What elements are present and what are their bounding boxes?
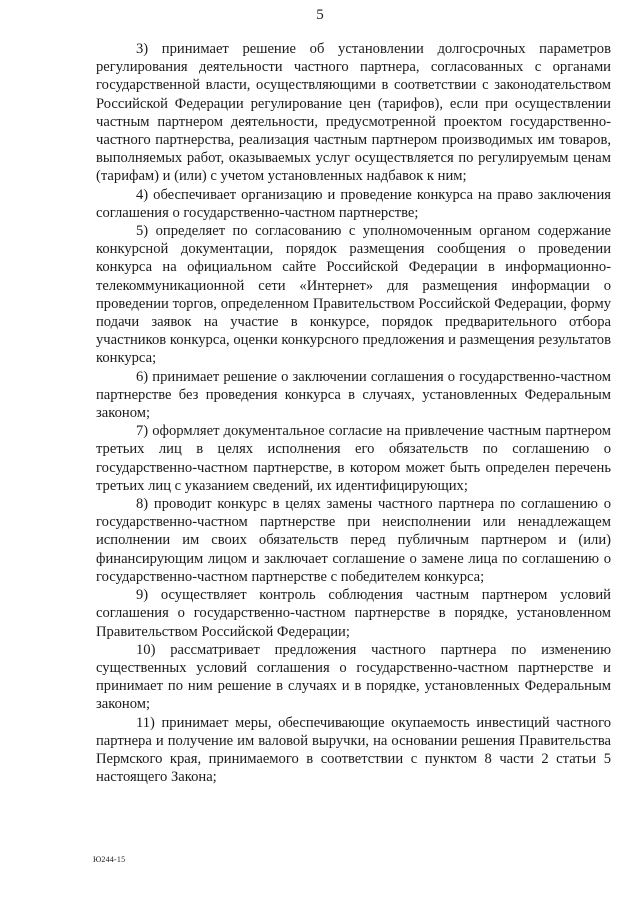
document-body [96, 40, 611, 786]
paragraph-item-8: 8) проводит конкурс в целях замены частного партнера по соглашению о государственно-частном партнерстве при неисполнении или ненадлежащем исполнении им своих обязательств перед публичным партнером и (или) финансирующим лицом и заключает соглашение о замене лица по соглашению о государственно-частном партнерстве с победителем конкурса; [96, 496, 611, 585]
paragraph-item-7: 7) оформляет документальное согласие на привлечение частным партнером третьих лиц в целях исполнения его обязательств по соглашению о государственно-частном партнерстве, в котором может быть определен перечень третьих лиц с указанием сведений, их идентифицирующих; [96, 423, 611, 494]
paragraph-item-11: 11) принимает меры, обеспечивающие окупаемость инвестиций частного партнера и получение им валовой выручки, на основании решения Правительства Пермского края, принимаемого в соответствии с пунктом 8 части 2 статьи 5 настоящего Закона; [96, 714, 611, 786]
paragraph-item-10: 10) рассматривает предложения частного партнера по изменению существенных условий соглашения о государственно-частном партнерстве и принимает по ним решение в случаях и в порядке, установленных Федеральным законом; [96, 641, 611, 713]
paragraph-item-6: 6) принимает решение о заключении соглашения о государственно-частном партнерстве без проведения конкурса в случаях, установленных Федеральным законом; [96, 368, 611, 422]
paragraph-item-9: 9) осуществляет контроль соблюдения частным партнером условий соглашения о государственно-частном партнерстве в порядке, установленном Правительством Российской Федерации; [96, 587, 611, 640]
paragraph-item-5: 5) определяет по согласованию с уполномоченным органом содержание конкурсной документации, порядок размещения сообщения о проведении конкурса на официальном сайте Российской Федерации в информационно-телекоммуникационной сети «Интернет» для размещения информации о проведении торгов, определенном Правительством Российской Федерации, форму подачи заявок на участие в конкурсе, порядок предварительного отбора участников конкурса, оценки конкурсного предложения и размещения результатов конкурса; [96, 223, 611, 367]
paragraph-item-3: 3) принимает решение об установлении долгосрочных параметров регулирования деятельности частного партнера, согласованных с органами государственной власти, осуществляющими в соответствии с законодательством Российской Федерации регулирование цен (тарифов), если при осуществлении частным партнером деятельности, предусмотренной проектом государственно-частного партнерства, реализация частным партнером производимых им товаров, выполняемых работ, оказываемых услуг осуществляется по регулируемым ценам (тарифам) и (или) с учетом установленных надбавок к ним; [96, 41, 611, 185]
paragraph-item-4: 4) обеспечивает организацию и проведение конкурса на право заключения соглашения о государственно-частном партнерстве; [96, 186, 611, 221]
page-number: 5 [316, 7, 324, 23]
document-code: Ю244-15 [93, 855, 126, 864]
